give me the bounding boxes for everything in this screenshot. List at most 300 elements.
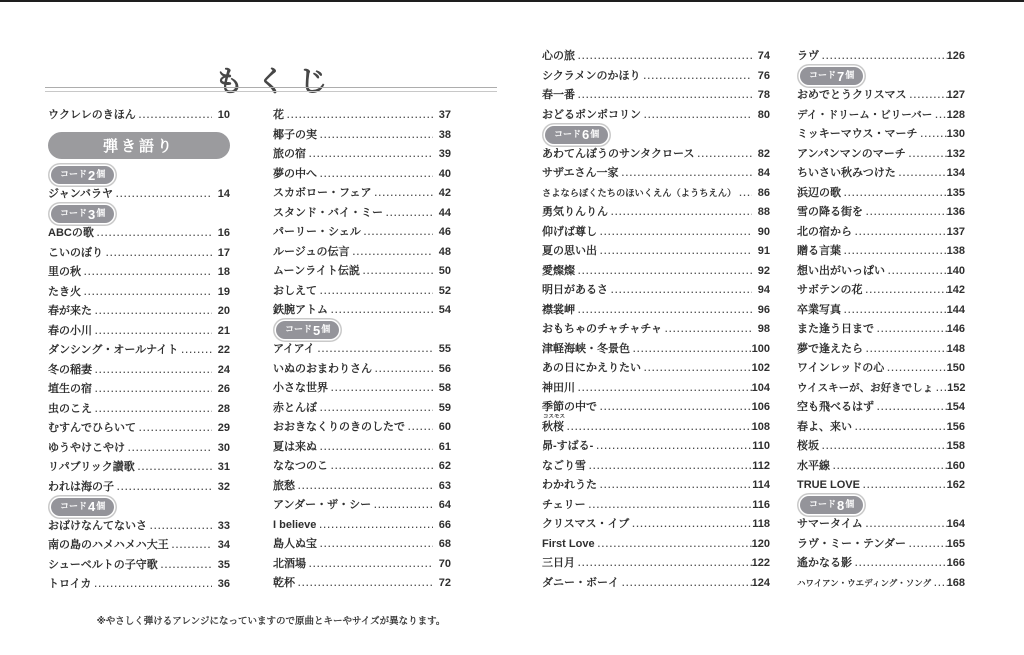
song-title: むすんでひらいて [48, 422, 136, 434]
toc-entry [542, 496, 770, 516]
leader-dots [694, 145, 752, 165]
page-number: 29 [217, 422, 230, 434]
leader-dots [630, 340, 752, 360]
toc-entry [542, 106, 770, 126]
toc-entry [48, 419, 230, 439]
leader-dots [81, 283, 212, 303]
song-title: ななつのこ [273, 460, 328, 472]
page-number: 37 [438, 109, 451, 121]
page-number: 166 [946, 557, 965, 569]
toc-entry [48, 439, 230, 459]
song-title: 贈る言葉 [797, 245, 841, 257]
page-number: 132 [946, 147, 965, 160]
badge-suffix: 個 [845, 499, 855, 510]
song-title: 明日があるさ [542, 284, 608, 296]
song-title: おばけなんてないさ [48, 519, 147, 532]
leader-dots [136, 106, 212, 126]
song-title: 南の島のハメハメハ大王 [48, 539, 169, 551]
song-title: 遙かなる影 [797, 557, 852, 569]
song-title: 春よ、来い [797, 420, 852, 433]
page-number: 135 [946, 186, 965, 199]
song-title: First Love [542, 537, 595, 550]
badge-number: 8 [837, 497, 845, 513]
page-number: 76 [757, 69, 770, 82]
page-number: 142 [946, 284, 965, 296]
song-title: 浜辺の歌 [797, 186, 841, 199]
page-number: 82 [757, 147, 770, 160]
song-title: 心の旅 [542, 50, 575, 62]
leader-dots [608, 281, 752, 301]
song-title-with-furigana: 秋桜 コスモス [542, 413, 566, 433]
leader-dots [619, 574, 752, 594]
song-title: ミッキーマウス・マーチ [797, 128, 918, 140]
song-title: リパブリック讃歌 [48, 461, 135, 473]
page-number: 17 [217, 246, 230, 259]
toc-column-2 [273, 106, 451, 594]
song-title: トロイカ [48, 578, 92, 590]
page-number: 56 [438, 362, 451, 375]
leader-dots [114, 478, 212, 498]
song-title: たき火 [48, 285, 81, 298]
page-number: 110 [752, 440, 770, 452]
page-number: 148 [946, 342, 965, 355]
toc-entry [542, 301, 770, 321]
toc-entry [48, 458, 230, 478]
song-title: ウイスキーが、お好きでしょ [797, 381, 934, 394]
page-number: 61 [438, 440, 451, 453]
toc-entry [273, 555, 451, 575]
song-title: ワインレッドの心 [797, 362, 885, 374]
leader-dots [306, 145, 433, 165]
song-title: 花 [273, 109, 284, 121]
badge-prefix: コード [809, 70, 837, 81]
toc-entry [797, 125, 965, 145]
song-title: おおきなくりのきのしたで [273, 421, 405, 433]
page-number: 39 [438, 148, 451, 160]
toc-entry [542, 457, 770, 477]
toc-entry [797, 457, 965, 477]
leader-dots [830, 457, 947, 477]
leader-dots [852, 554, 947, 574]
arrangement-footnote: ※やさしく弾けるアレンジになっていますので原曲とキーやサイズが異なります。 [96, 616, 446, 627]
chord-count-badge-row [797, 496, 965, 516]
page-number: 126 [946, 50, 965, 62]
badge-suffix: 個 [845, 70, 855, 81]
toc-entry [797, 184, 965, 204]
page-title: もくじ [214, 66, 341, 99]
leader-dots [169, 536, 212, 556]
page-number: 88 [757, 206, 770, 218]
toc-entry [48, 400, 230, 420]
song-title: パーリー・シェル [273, 226, 361, 238]
toc-entry [48, 380, 230, 400]
leader-dots [841, 301, 947, 321]
song-title: 北の宿から [797, 225, 852, 238]
leader-dots [597, 223, 752, 243]
leader-dots [933, 379, 947, 399]
toc-entry [797, 301, 965, 321]
page-number: 90 [757, 225, 770, 238]
toc-entry [797, 223, 965, 243]
section-header-hikigatari [48, 132, 230, 159]
toc-entry [273, 301, 451, 321]
song-title: 三日月 [542, 557, 575, 569]
song-title: 小さな世界 [273, 382, 328, 394]
page-number: 80 [757, 108, 770, 121]
furigana-label: コスモス [543, 413, 566, 420]
toc-entry [797, 86, 965, 106]
leader-dots [284, 106, 433, 126]
song-title: サマータイム [797, 518, 863, 530]
page-number: 28 [217, 402, 230, 415]
toc-entry [48, 244, 230, 264]
leader-dots [328, 379, 433, 399]
leader-dots [317, 399, 433, 419]
leader-dots [92, 302, 212, 322]
toc-entry [542, 47, 770, 67]
page-number: 137 [946, 225, 965, 238]
page-number: 30 [217, 441, 230, 454]
song-title: 桜坂 [797, 440, 819, 452]
badge-number: 5 [313, 322, 321, 338]
page-number: 42 [438, 187, 451, 199]
leader-dots [619, 164, 752, 184]
leader-dots [361, 223, 433, 243]
leader-dots [92, 361, 212, 381]
leader-dots [736, 184, 752, 204]
leader-dots [863, 515, 947, 535]
badge-suffix: 個 [96, 169, 106, 180]
song-title: チェリー [542, 498, 586, 511]
leader-dots [315, 340, 433, 360]
song-title: 埴生の宿 [48, 383, 92, 395]
leader-dots [907, 86, 947, 106]
page-number: 116 [752, 498, 770, 511]
toc-entry [542, 535, 770, 555]
toc-entry [797, 359, 965, 379]
song-title: 鉄腕アトム [273, 304, 328, 316]
page-number: 134 [946, 167, 965, 179]
page-number: 66 [438, 518, 451, 531]
toc-entry [542, 340, 770, 360]
song-title: サボテンの花 [797, 284, 863, 296]
page-number: 152 [947, 381, 966, 394]
song-title: いぬのおまわりさん [273, 362, 372, 375]
page-number: 108 [751, 420, 770, 433]
section-header-label: 弾き語り [102, 137, 175, 155]
leader-dots [575, 86, 752, 106]
toc-entry [797, 242, 965, 262]
song-title: 卒業写真 [797, 303, 841, 316]
song-title: ルージュの伝言 [273, 245, 350, 258]
song-title: 春の小川 [48, 324, 92, 337]
song-title: 水平線 [797, 459, 830, 472]
toc-entry [273, 223, 451, 243]
page-number: 48 [438, 245, 451, 258]
leader-dots [629, 515, 752, 535]
song-title: ラヴ [797, 50, 819, 62]
song-title: アイアイ [273, 343, 315, 355]
song-title: 旅の宿 [273, 148, 306, 160]
toc-entry [273, 399, 451, 419]
leader-dots [841, 242, 947, 262]
song-title: シューベルトの子守歌 [48, 558, 158, 571]
leader-dots [819, 47, 947, 67]
page-number: 96 [757, 303, 770, 316]
song-title: スタンド・バイ・ミー [273, 206, 383, 219]
leader-dots [295, 574, 433, 594]
toc-entry [48, 341, 230, 361]
page-number: 54 [438, 304, 451, 316]
song-title: 夏の思い出 [542, 245, 597, 257]
chord-count-badge-row [48, 166, 230, 186]
toc-entry [542, 398, 770, 418]
leader-dots [640, 67, 752, 87]
toc-entry [48, 302, 230, 322]
song-title: おしえて [273, 284, 317, 297]
leader-dots [608, 203, 752, 223]
page-number: 32 [217, 480, 230, 493]
page-number: 156 [946, 420, 965, 433]
leader-dots [575, 379, 752, 399]
page-number: 100 [751, 342, 770, 355]
page-number: 14 [217, 188, 230, 200]
page-number: 162 [946, 479, 965, 491]
toc-entry [273, 457, 451, 477]
song-title: 赤とんぼ [273, 401, 317, 414]
toc-entry [48, 185, 230, 205]
chord-count-badge-row [273, 321, 451, 341]
toc-entry [273, 340, 451, 360]
page-number: 91 [757, 245, 770, 257]
page-number: 140 [946, 264, 965, 277]
toc-entry [542, 67, 770, 87]
song-title: ダンシング・オールナイト [48, 344, 179, 356]
page-number: 34 [217, 539, 230, 551]
song-title: 神田川 [542, 381, 575, 394]
leader-dots [662, 320, 752, 340]
toc-entry [48, 106, 230, 126]
leader-dots [317, 438, 433, 458]
page-number: 46 [438, 226, 451, 238]
toc-entry [273, 477, 451, 497]
leader-dots [932, 106, 946, 126]
toc-entry [797, 476, 965, 496]
leader-dots [371, 496, 433, 516]
toc-entry [797, 379, 965, 399]
toc-entry [273, 204, 451, 224]
title-divider-rule [45, 87, 497, 92]
page-number: 102 [751, 362, 770, 374]
song-title: 乾杯 [273, 577, 295, 589]
song-title: スカボロー・フェア [273, 187, 372, 199]
page-number: 59 [438, 401, 451, 414]
leader-dots [371, 184, 433, 204]
page-number: 165 [946, 537, 965, 550]
badge-prefix: コード [285, 324, 313, 335]
leader-dots [852, 223, 947, 243]
chord-count-badge [800, 496, 863, 514]
page-number: 36 [217, 578, 230, 590]
song-title: 里の秋 [48, 266, 81, 278]
toc-entry [273, 243, 451, 263]
leader-dots [372, 360, 433, 380]
song-title: 椰子の実 [273, 128, 317, 141]
toc-entry [797, 535, 965, 555]
page-number: 62 [438, 460, 451, 472]
leader-dots [92, 380, 212, 400]
page-number: 92 [757, 264, 770, 277]
song-title: 空も飛べるはず [797, 401, 874, 413]
leader-dots [94, 224, 212, 244]
toc-entry [542, 476, 770, 496]
song-title: こいのぼり [48, 246, 103, 259]
leader-dots [575, 301, 752, 321]
leader-dots [405, 418, 433, 438]
badge-prefix: コード [554, 128, 582, 139]
toc-entry [48, 322, 230, 342]
chord-count-badge [51, 498, 114, 516]
leader-dots [819, 437, 947, 457]
song-title: クリスマス・イブ [542, 518, 630, 530]
song-title: われは海の子 [48, 480, 114, 493]
toc-entry [542, 574, 770, 594]
page-number: 70 [438, 557, 451, 570]
page-number: 26 [217, 383, 230, 395]
song-title: 夢で逢えたら [797, 342, 863, 355]
song-title: ラヴ・ミー・テンダー [797, 537, 907, 550]
page-number: 35 [217, 558, 230, 571]
page-number: 33 [217, 519, 230, 532]
toc-entry [273, 535, 451, 555]
toc-entry [797, 340, 965, 360]
chord-count-badge [51, 205, 114, 223]
page-number: 122 [751, 557, 770, 569]
badge-number: 6 [582, 127, 590, 143]
song-title: 愛燦燦 [542, 264, 575, 277]
song-title: 旅愁 [273, 479, 295, 492]
toc-entry [273, 262, 451, 282]
toc-entry [273, 360, 451, 380]
page-number: 40 [438, 167, 451, 180]
badge-suffix: 個 [321, 324, 331, 335]
toc-entry [797, 203, 965, 223]
chord-count-badge [545, 126, 608, 144]
toc-entry [48, 556, 230, 576]
page-number: 74 [757, 50, 770, 62]
toc-entry [542, 515, 770, 535]
leader-dots [860, 476, 947, 496]
song-title: アンパンマンのマーチ [797, 147, 906, 160]
page-number: 118 [752, 518, 770, 530]
badge-number: 3 [88, 206, 96, 222]
page-number: 68 [438, 538, 451, 550]
toc-entry [48, 517, 230, 537]
song-title: 季節の中で [542, 401, 597, 413]
song-title: ウクレレのきほん [48, 109, 136, 121]
song-title: 想い出がいっぱい [797, 264, 885, 277]
page-number: 138 [946, 245, 965, 257]
leader-dots [906, 145, 947, 165]
toc-entry [542, 86, 770, 106]
badge-prefix: コード [60, 208, 88, 219]
song-title: あの日にかえりたい [542, 362, 641, 374]
toc-entry [797, 106, 965, 126]
song-title: 津軽海峡・冬景色 [542, 342, 630, 355]
toc-entry [273, 438, 451, 458]
leader-dots [125, 439, 212, 459]
song-title: ハワイアン・ウエディング・ソング [797, 577, 932, 588]
page-number: 168 [946, 576, 965, 589]
song-title: 春一番 [542, 89, 575, 101]
leader-dots [586, 457, 752, 477]
page-number: 160 [946, 459, 965, 472]
song-title: ゆうやけこやけ [48, 441, 125, 454]
leader-dots [586, 496, 752, 516]
toc-entry [273, 282, 451, 302]
leader-dots [91, 575, 212, 595]
toc-entry [797, 320, 965, 340]
song-title: 春が来た [48, 305, 92, 317]
toc-entry [273, 574, 451, 594]
leader-dots [317, 282, 433, 302]
page-number: 128 [946, 108, 965, 121]
toc-entry [273, 165, 451, 185]
leader-dots [81, 263, 212, 283]
leader-dots [92, 400, 212, 420]
leader-dots [328, 457, 433, 477]
toc-entry [542, 262, 770, 282]
page-number: 58 [438, 382, 451, 394]
toc-column-4 [797, 47, 965, 593]
leader-dots [317, 535, 433, 555]
song-title: デイ・ドリーム・ビリーバー [797, 108, 933, 121]
toc-entry [542, 145, 770, 165]
song-title: 昴-すばる- [542, 440, 594, 452]
page-number: 19 [217, 285, 230, 298]
badge-number: 7 [837, 68, 845, 84]
page-number: 18 [217, 266, 230, 278]
badge-prefix: コード [60, 169, 88, 180]
toc-entry [542, 203, 770, 223]
leader-dots [306, 555, 433, 575]
leader-dots [884, 359, 946, 379]
leader-dots [92, 322, 212, 342]
page-number: 64 [438, 499, 451, 511]
song-title: ABCの歌 [48, 227, 94, 239]
leader-dots [874, 320, 947, 340]
song-title: シクラメンのかほり [542, 69, 641, 82]
page-number: 112 [752, 459, 770, 472]
toc-entry [542, 379, 770, 399]
leader-dots [328, 301, 433, 321]
leader-dots [931, 574, 947, 594]
leader-dots [178, 341, 212, 361]
toc-entry [48, 283, 230, 303]
toc-entry [48, 361, 230, 381]
chord-count-badge-row [797, 67, 965, 87]
page-number: 63 [438, 479, 451, 492]
song-title: 仰げば尊し [542, 225, 597, 238]
toc-entry [542, 359, 770, 379]
page-number: 44 [438, 206, 451, 219]
leader-dots [896, 164, 947, 184]
toc-entry [273, 379, 451, 399]
chord-count-badge-row [48, 497, 230, 517]
page-number: 16 [217, 227, 230, 239]
song-title: 夢の中へ [273, 167, 317, 180]
song-title: TRUE LOVE [797, 479, 860, 491]
